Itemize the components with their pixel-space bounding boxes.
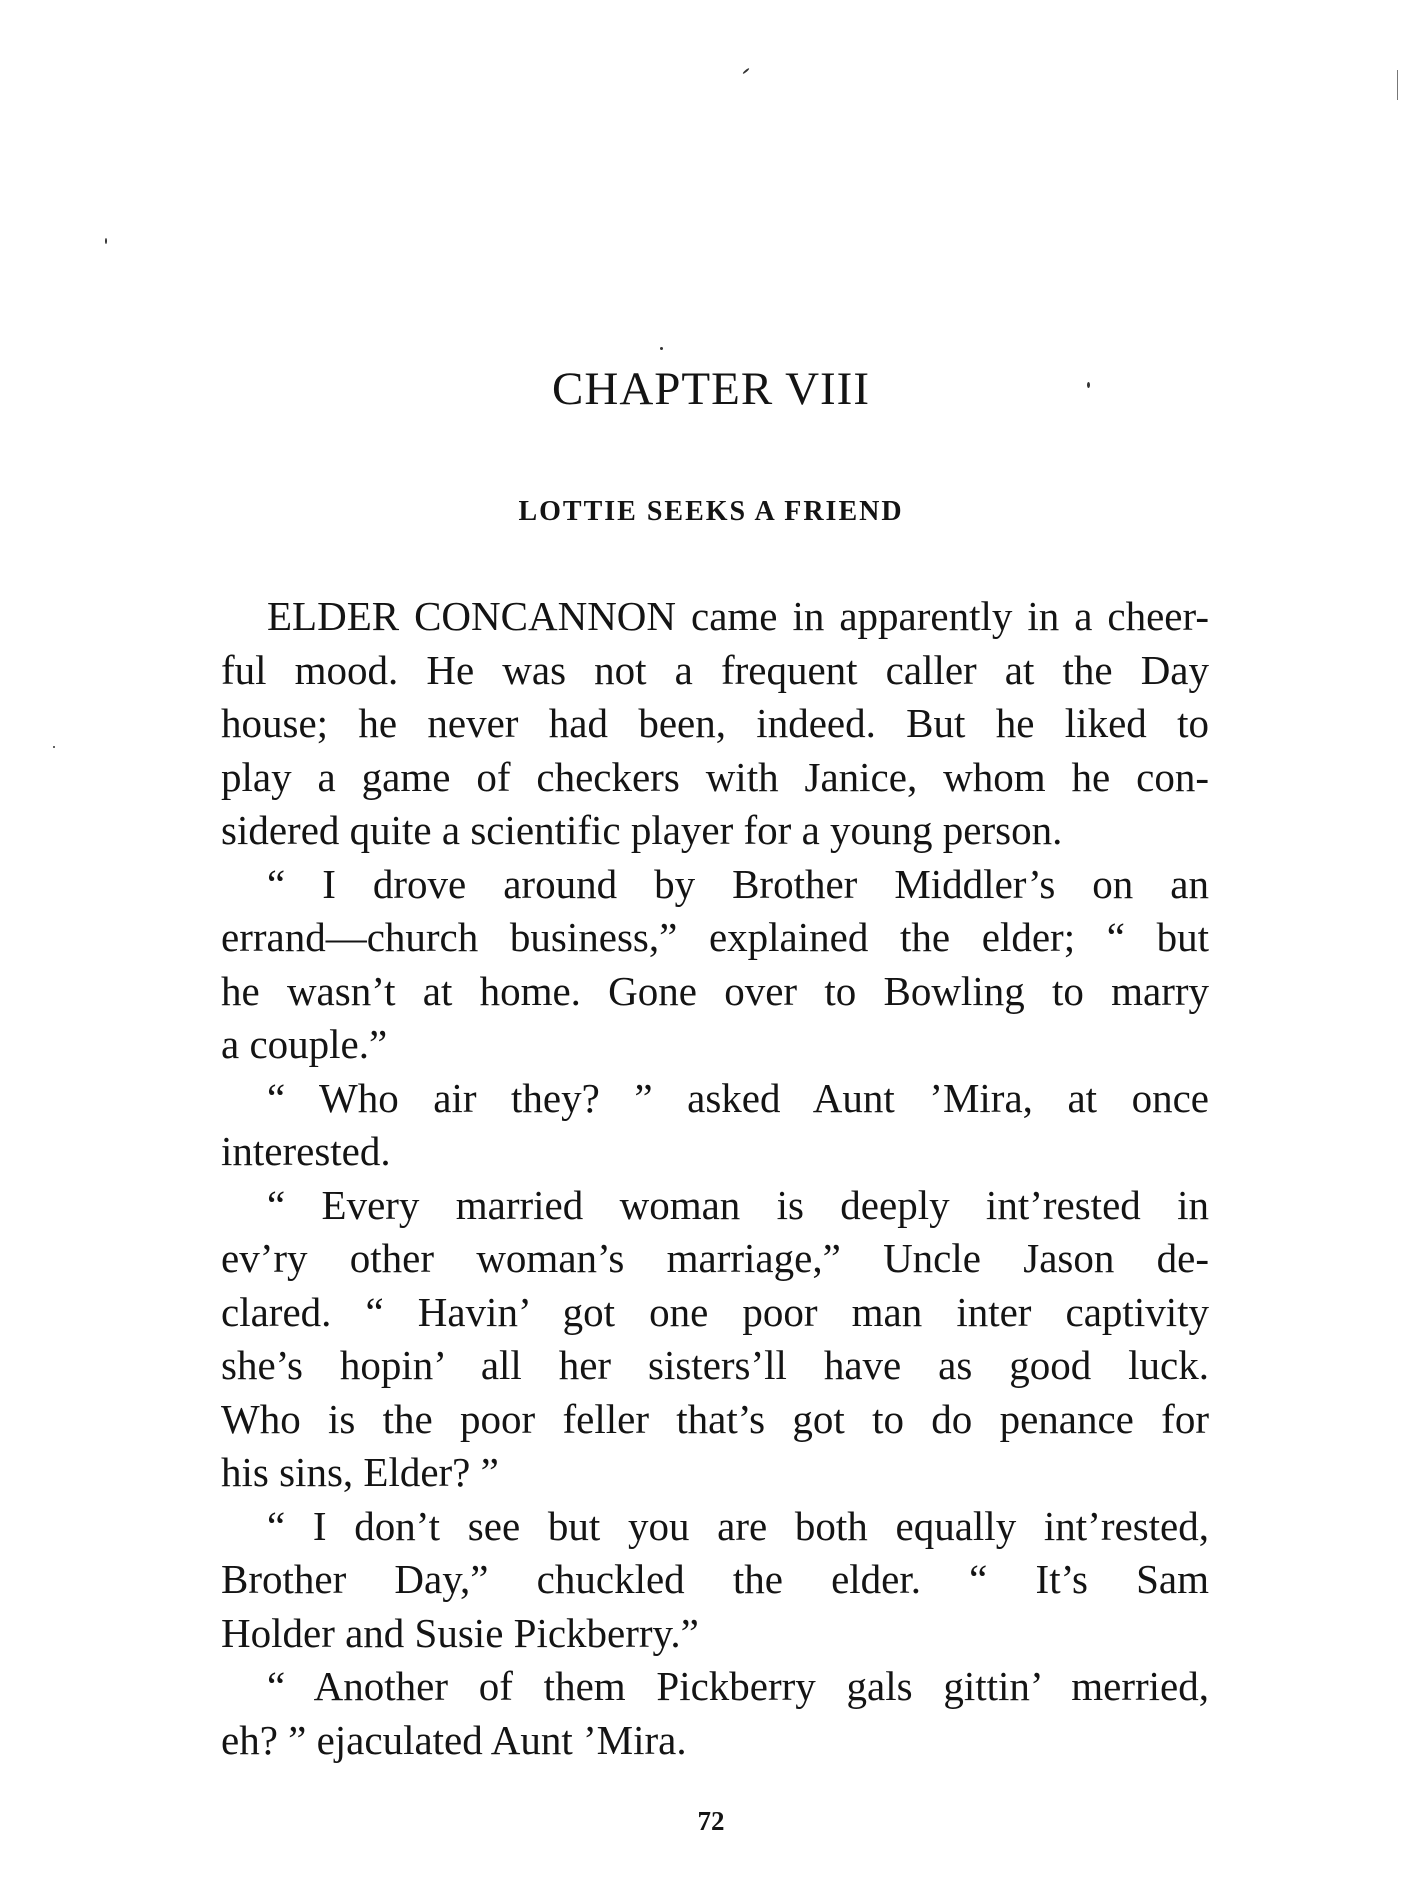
text-line: interested. <box>221 1128 391 1174</box>
text-line: “ Every married woman is deeply int’rested in <box>267 1181 1209 1228</box>
scan-speck <box>105 238 107 244</box>
chapter-subtitle: LOTTIE SEEKS A FRIEND <box>518 496 904 527</box>
text-line: clared. “ Havin’ got one poor man inter captivity <box>221 1288 1209 1335</box>
text-line: she’s hopin’ all her sisters’ll have as good luck. <box>221 1342 1209 1388</box>
paragraph <box>221 590 1209 858</box>
scan-speck <box>742 68 749 75</box>
text-line: “ I drove around by Brother Middler’s on an <box>267 860 1209 907</box>
scan-speck <box>660 347 663 350</box>
paragraph <box>221 1500 1209 1661</box>
text-line: play a game of checkers with Janice, whom he con- <box>221 753 1209 800</box>
text-line: “ Who air they? ” asked Aunt ’Mira, at once <box>267 1074 1209 1121</box>
text-line: “ Another of them Pickberry gals gittin’ merried, <box>267 1663 1209 1709</box>
text-line: eh? ” ejaculated Aunt ’Mira. <box>221 1716 687 1763</box>
paragraph <box>221 1072 1209 1179</box>
body-text <box>221 590 1209 1767</box>
text-line: errand—church business,” explained the elder; “ but <box>221 914 1209 960</box>
paragraph <box>221 1660 1209 1767</box>
text-line: Brother Day,” chuckled the elder. “ It’s Sam <box>221 1556 1209 1602</box>
page-number: 72 <box>697 1806 725 1836</box>
text-line: his sins, Elder? ” <box>221 1449 499 1495</box>
text-line: ev’ry other woman’s marriage,” Uncle Jason de- <box>221 1235 1209 1281</box>
scan-speck <box>53 746 55 748</box>
text-line: ELDER CONCANNON came in apparently in a cheer- <box>267 593 1209 639</box>
scan-speck <box>1087 382 1090 388</box>
chapter-title: CHAPTER VIII <box>552 363 870 415</box>
paragraph <box>221 858 1209 1072</box>
paragraph <box>221 1179 1209 1500</box>
text-line: Holder and Susie Pickberry.” <box>221 1609 699 1656</box>
text-line: a couple.” <box>221 1021 388 1067</box>
text-line: he wasn’t at home. Gone over to Bowling to marry <box>221 967 1209 1014</box>
text-line: Who is the poor feller that’s got to do penance for <box>221 1395 1209 1442</box>
scan-speck <box>1397 70 1398 100</box>
text-line: sidered quite a scientific player for a young person. <box>221 807 1063 853</box>
text-line: house; he never had been, indeed. But he liked to <box>221 700 1209 746</box>
text-line: ful mood. He was not a frequent caller at the Day <box>221 646 1209 693</box>
text-line: “ I don’t see but you are both equally int’rested, <box>267 1502 1209 1549</box>
